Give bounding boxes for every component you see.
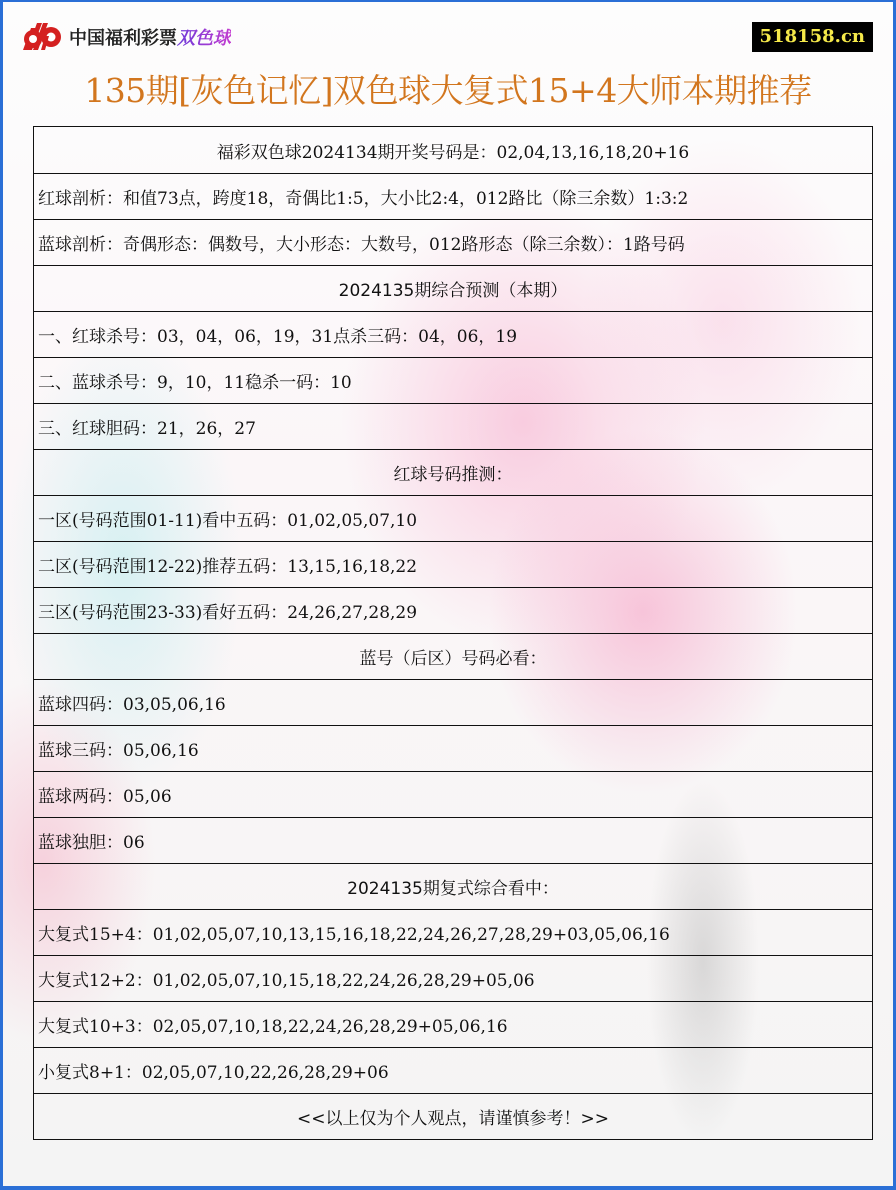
header xyxy=(3,2,893,62)
prediction-table xyxy=(33,126,873,1140)
table-row-zone-2: 二区(号码范围12-22)推荐五码：13,15,16,18,22 xyxy=(34,541,872,587)
table-row-compound-8-1: 小复式8+1：02,05,07,10,22,26,28,29+06 xyxy=(34,1047,872,1093)
table-row-red-analysis: 红球剖析：和值73点，跨度18，奇偶比1:5，大小比2:4，012路比（除三余数）1:3:2 xyxy=(34,173,872,219)
cwl-logo-icon xyxy=(21,20,65,54)
table-row-compound-10-3: 大复式10+3：02,05,07,10,18,22,24,26,28,29+05,06,16 xyxy=(34,1001,872,1047)
page-title: 135期[灰色记忆]双色球大复式15+4大师本期推荐 xyxy=(84,71,812,110)
table-row-blue-single: 蓝球独胆：06 xyxy=(34,817,872,863)
table-row-blue-two: 蓝球两码：05,06 xyxy=(34,771,872,817)
logo-accent-text: 双色球 xyxy=(177,24,231,50)
table-row-red-kill: 一、红球杀号：03，04，06，19，31点杀三码：04，06，19 xyxy=(34,311,872,357)
table-row-blue-four: 蓝球四码：03,05,06,16 xyxy=(34,679,872,725)
section-heading-red-forecast: 红球号码推测： xyxy=(34,449,872,495)
lottery-logo xyxy=(21,20,231,54)
table-row-red-banker: 三、红球胆码：21，26，27 xyxy=(34,403,872,449)
table-row-blue-three: 蓝球三码：05,06,16 xyxy=(34,725,872,771)
table-row-blue-analysis: 蓝球剖析：奇偶形态：偶数号，大小形态：大数号，012路形态（除三余数）：1路号码 xyxy=(34,219,872,265)
section-heading-forecast: 2024135期综合预测（本期） xyxy=(34,265,872,311)
logo-text: 中国福利彩票 xyxy=(69,28,177,49)
table-row-compound-15-4: 大复式15+4：01,02,05,07,10,13,15,16,18,22,24,26,27,28,29+03,05,06,16 xyxy=(34,909,872,955)
table-row-compound-12-2: 大复式12+2：01,02,05,07,10,15,18,22,24,26,28,29+05,06 xyxy=(34,955,872,1001)
section-heading-compound: 2024135期复式综合看中： xyxy=(34,863,872,909)
table-row-zone-3: 三区(号码范围23-33)看好五码：24,26,27,28,29 xyxy=(34,587,872,633)
site-badge[interactable]: 518158.cn xyxy=(752,22,873,52)
disclaimer: <<以上仅为个人观点，请谨慎参考！>> xyxy=(34,1093,872,1139)
table-row-zone-1: 一区(号码范围01-11)看中五码：01,02,05,07,10 xyxy=(34,495,872,541)
table-row-draw-result: 福彩双色球2024134期开奖号码是：02,04,13,16,18,20+16 xyxy=(216,142,690,163)
section-heading-blue-forecast: 蓝号（后区）号码必看： xyxy=(34,633,872,679)
table-row-blue-kill: 二、蓝球杀号：9，10，11稳杀一码：10 xyxy=(34,357,872,403)
